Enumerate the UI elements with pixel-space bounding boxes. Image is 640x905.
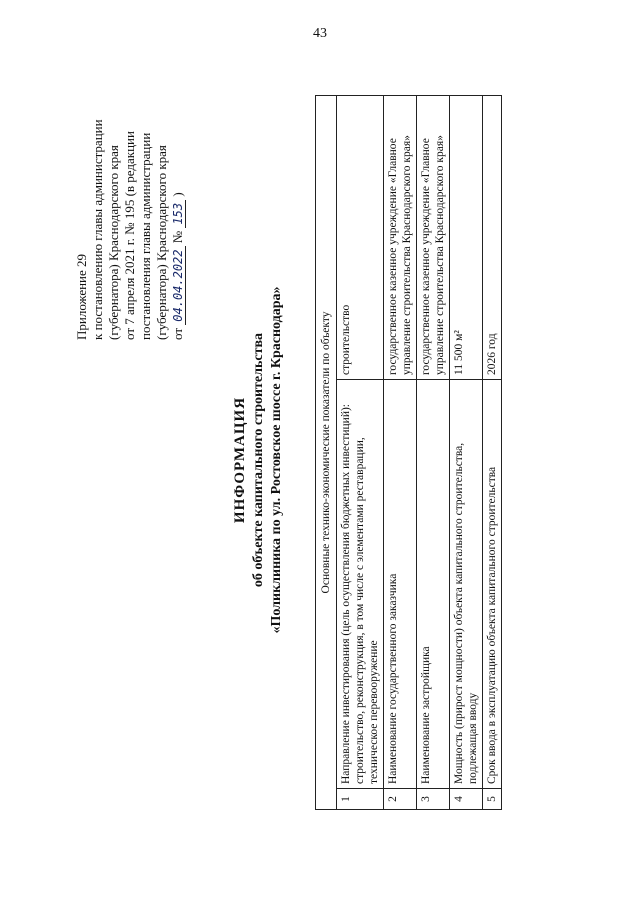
row-value: строительство (337, 96, 384, 380)
row-label: Срок ввода в эксплуатацию объекта капитального строительства (483, 380, 502, 789)
table-header: Основные технико-экономические показатели по объекту (316, 96, 337, 810)
table-row (337, 96, 384, 810)
row-number: 3 (417, 789, 450, 810)
handwritten-number: 153 (171, 200, 186, 228)
indicators-table (315, 95, 502, 810)
row-value: 11 500 м² (450, 96, 483, 380)
title-subtitle: об объекте капитального строительства (251, 332, 266, 588)
closing-paren: ) (170, 192, 185, 197)
row-number: 2 (384, 789, 417, 810)
row-label: Наименование застройщика (417, 380, 450, 789)
table-row (417, 96, 450, 810)
row-label: Мощность (прирост мощности) объекта капитального строительства, подлежащая вводу (450, 380, 483, 789)
title-heading: ИНФОРМАЦИЯ (232, 396, 248, 524)
row-number: 1 (337, 789, 384, 810)
row-value: государственное казенное учреждение «Главное управление строительства Краснодарского края» (384, 96, 417, 380)
appendix-date-line (170, 70, 186, 340)
document-title (230, 60, 286, 860)
table-header-row (316, 96, 337, 810)
row-label: Наименование государственного заказчика (384, 380, 417, 789)
appendix-line: от 7 апреля 2021 г. № 195 (в редакции (122, 131, 137, 340)
appendix-block (74, 70, 186, 340)
number-prefix: № (170, 230, 185, 244)
row-label: Направление инвестирования (цель осуществления бюджетных инвестиций): строительство, реконструкция, в том числе с элементами реставрации, техническое перевооружение (337, 380, 384, 789)
appendix-line: Приложение 29 (74, 253, 89, 340)
appendix-line: (губернатора) Краснодарского края (106, 145, 121, 340)
title-object-name: «Поликлиника по ул. Ростовское шоссе г. Краснодара» (269, 286, 284, 634)
row-number: 4 (450, 789, 483, 810)
table-row (450, 96, 483, 810)
row-number: 5 (483, 789, 502, 810)
table-row (483, 96, 502, 810)
page-number: 43 (313, 26, 327, 41)
appendix-line: постановления главы администрации (138, 132, 153, 340)
rotated-sheet (60, 60, 580, 860)
table-row (384, 96, 417, 810)
row-value: 2026 год (483, 96, 502, 380)
handwritten-date: 04.04.2022 (171, 246, 186, 324)
appendix-line: к постановлению главы администрации (90, 119, 105, 340)
appendix-line: (губернатора) Краснодарского края (154, 145, 169, 340)
row-value: государственное казенное учреждение «Главное управление строительства Краснодарского края» (417, 96, 450, 380)
date-prefix: от (170, 327, 185, 340)
